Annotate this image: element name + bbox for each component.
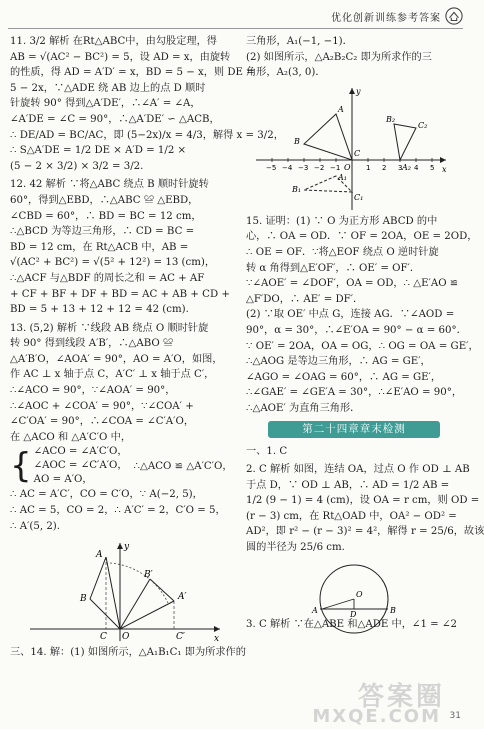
brace: { xyxy=(10,446,32,487)
fig14-label-x: x xyxy=(442,164,447,174)
fig14-label-B1: B₁ xyxy=(292,184,302,194)
tick-x: −5 xyxy=(266,163,277,172)
answer-12-line: BD = 5 + 13 + 12 + 12 = 42 (cm). xyxy=(10,304,189,316)
fig2-label-O: O xyxy=(356,589,363,599)
answer-13-line: ∴ AC = A′C′，CO = C′O，∵ A(−2, 5)， xyxy=(10,489,203,501)
answer-1-line: 一、1. C xyxy=(246,445,288,457)
answer-13-line: 在 △ACO 和 △A′C′O 中， xyxy=(10,431,132,443)
answer-12-line: 60°，得到△EBD，∴△ABC ≌ △EBD， xyxy=(10,194,199,206)
fig14-label-C2: C₂ xyxy=(418,120,428,130)
answer-14-start xyxy=(10,645,246,661)
header-divider xyxy=(8,28,463,29)
tick-x: −3 xyxy=(298,163,309,172)
answer-12-line: BD = 12 cm，在 Rt△ACB 中，AB = xyxy=(10,241,189,253)
answer-11-line: 5 − 2x，∵△ADE 绕 AB 边上的点 D 顺时 xyxy=(10,82,206,94)
label-x: x xyxy=(214,634,220,645)
answer-2-line: 于点 D，∵ OD ⊥ AB，∴ AD = 1/2 AB = xyxy=(246,479,450,491)
label-B: B xyxy=(80,594,87,605)
answer-15-line: △F′DO，∴ AE′ = DF′． xyxy=(246,293,364,305)
answer-12-line: + CF + BF + DF + BD = AC + AB + CD + xyxy=(10,288,230,300)
answer-14-line: 角形，A₂(3, 0)． xyxy=(246,67,326,79)
fig14-label-C: C xyxy=(354,148,361,158)
answer-13-line: 作 AC ⊥ x 轴于点 C，A′C′ ⊥ x 轴于点 C′， xyxy=(10,369,215,381)
answer-15-line: (2) ∵取 OE′ 中点 G，连接 AG．∵∠AOD = xyxy=(246,309,455,321)
answer-15-line: ∴△AOE′ 为直角三角形． xyxy=(246,402,361,414)
answer-11-line: 针旋转 90° 得到△A′DE′，∴∠A′ = ∠A， xyxy=(10,98,201,110)
answer-2-line: (r − 3) cm，在 Rt△OAD 中，OA² − OD² = xyxy=(246,510,457,522)
label-A: A xyxy=(96,550,103,561)
answer-11-line: AB = √(AC² − BC²) = 5，设 AD = x，由旋转 xyxy=(10,51,231,63)
label-C-prime: C′ xyxy=(176,632,185,643)
tick-x: 2 xyxy=(382,163,387,172)
answer-15-line: ∴∠GAE′ = ∠GE′A = 30°，∴∠E′AO = 90°， xyxy=(246,387,463,399)
system-conclusion: ∴△ACO ≌ △A′C′O， xyxy=(133,460,233,472)
answer-13 xyxy=(10,321,235,535)
answer-14-line: 三、14. 解：(1) 如图所示，△A₁B₁C₁ 即为所求作的 xyxy=(10,647,246,659)
answer-13-line: ∴∠ACO = 90°，∵∠AOA′ = 90°， xyxy=(10,385,176,397)
watermark-logo: 答案圈 xyxy=(357,682,445,712)
right-column xyxy=(246,34,484,635)
fig14-label-A1: A₁ xyxy=(338,172,347,182)
answer-13-line: 13. (5,2) 解析 ∵线段 AB 绕点 O 顺时针旋 xyxy=(10,322,209,334)
answer-14-cont xyxy=(246,34,460,81)
answer-12-line: √(AC² + BC²) = √(5² + 12²) = 13 (cm)， xyxy=(10,257,216,269)
answer-11-line: ∠A′DE = ∠C = 90°，∴△A′DE′ ∽ △ACB， xyxy=(10,113,220,125)
fig2-label-D: D xyxy=(350,609,357,619)
answer-15 xyxy=(246,214,479,417)
fig14-label-A2: A₂ xyxy=(402,162,411,172)
fig2-label-A: A xyxy=(312,605,318,615)
tick-x: −1 xyxy=(330,163,341,172)
header-title: 优化创新训练参考答案 xyxy=(331,12,441,24)
answer-15-line: ∠AGO = ∠OAG = 60°，∴ AG = GE′， xyxy=(246,371,442,383)
answer-11-line: ∴ DE/AD = BC/AC，即 (5−2x)/x = 4/3，解得 x = 3/2， xyxy=(10,129,284,141)
label-B-prime: B′ xyxy=(144,570,153,581)
answer-15-line: ∵∠AOE′ = ∠DOF′，OA = OD，∴ △E′AO ≌ xyxy=(246,278,459,290)
system-line: ∠ACO = ∠A′C′O， xyxy=(33,446,128,458)
watermark-url: MXQE.COM xyxy=(312,706,441,727)
page-header xyxy=(331,6,463,26)
figure-14 xyxy=(246,84,460,214)
answer-14-line: 三角形，A₁(−1, −1)． xyxy=(246,36,353,47)
answer-12-line: ∠CBD = 60°，∴ BD = BC = 12 cm， xyxy=(10,210,202,222)
answer-15-line: 转 α 角得到△E′OF′，∴ OE′ = OF′． xyxy=(246,262,421,274)
answer-3-line: 3. C 解析 ∵在△ABE 和△ADE 中，∠1 = ∠2 xyxy=(246,618,457,630)
fig14-label-y: y xyxy=(356,86,361,96)
answer-12 xyxy=(10,177,235,317)
answer-2-line: AD²，即 r² − (r − 3)² = 4²，解得 r = 25/6，故该 xyxy=(246,526,484,538)
fig14-label-C1: C₁ xyxy=(354,192,364,202)
answer-2-line: 圆的半径为 25/6 cm. xyxy=(246,542,345,554)
answer-2-line: 2. C 解析 如图，连结 OA，过点 O 作 OD ⊥ AB xyxy=(246,464,470,476)
answer-15-line: 90°，α = 30°，∴∠E′OA = 90° − α = 60°． xyxy=(246,324,467,336)
answer-1 xyxy=(246,444,460,460)
tick-x: 4 xyxy=(414,163,419,172)
answer-13-line: ∴∠AOC + ∠COA′ = 90°，∵∠COA′ + xyxy=(10,400,194,412)
answer-13-line: 转 90° 得到线段 A′B′，∴△ABO ≌ xyxy=(10,338,174,350)
label-A-prime: A′ xyxy=(178,592,187,603)
answer-13-line: △A′B′O，∠AOA′ = 90°，AO = A′O，如图， xyxy=(10,353,223,365)
answer-3 xyxy=(246,617,460,633)
tick-x: 1 xyxy=(366,163,371,172)
book-logo-icon xyxy=(445,7,463,25)
answer-15-line: ∴△AOG 是等边三角形，∴ AG = GE′， xyxy=(246,356,431,368)
fig14-label-A: A xyxy=(338,104,344,114)
label-O: O xyxy=(122,632,130,643)
fig14-label-B: B xyxy=(294,136,300,146)
system-line: ∠AOC = ∠C′A′O， xyxy=(33,460,128,472)
tick-x: 5 xyxy=(430,163,435,172)
fig14-label-O: O xyxy=(344,162,351,172)
answer-11 xyxy=(10,34,284,174)
answer-11-line: (5 − 2 × 3/2) × 3/2 = 3/2. xyxy=(10,160,144,172)
answer-11-line: 的性质，得 AD = A′D′ = x，BD = 5 − x，则 DE = xyxy=(10,67,255,79)
equation-system xyxy=(10,445,235,487)
tick-x: −4 xyxy=(282,163,293,172)
tick-x: −2 xyxy=(314,163,325,172)
answer-11-line: 11. 3/2 解析 在Rt△ABC中，由勾股定理，得 xyxy=(10,36,217,47)
tick-x: 3 xyxy=(398,163,403,172)
chapter-banner: 第二十四章章末检测 xyxy=(268,421,440,438)
figure-2 xyxy=(246,559,460,617)
answer-13-line: ∴ A′(5, 2). xyxy=(10,520,61,532)
system-line: AO = A′O， xyxy=(33,474,93,486)
page-number: 31 xyxy=(449,711,461,721)
figure-13 xyxy=(10,537,230,645)
fig2-label-B: B xyxy=(390,605,396,615)
label-y: y xyxy=(124,542,130,553)
answer-12-line: ∴△BCD 为等边三角形，∴ CD = BC = xyxy=(10,226,195,238)
answer-15-line: ∵ OE′ = 2OA，OA = OG，∴ OG = OA = GE′， xyxy=(246,340,479,352)
answer-13-line: ∴ AC = 5，CO = 2，∴ A′C′ = 2，C′O = 5， xyxy=(10,505,226,517)
answer-2 xyxy=(246,462,484,556)
answer-15-line: ∴ OE = OF．∵将△EOF 绕点 O 逆时针旋 xyxy=(246,246,439,258)
answer-15-line: 心，∴ OA = OD．∵ OF = 2OA，OE = 2OD， xyxy=(246,231,478,243)
fig14-label-B2: B₂ xyxy=(386,114,396,124)
answer-14-line: (2) 如图所示，△A₂B₂C₂ 即为所求作的三 xyxy=(246,51,432,63)
answer-12-line: ∴△ACF 与△BDF 的周长之和 = AC + AF xyxy=(10,272,205,284)
answer-15-line: 15. 证明：(1) ∵ O 为正方形 ABCD 的中 xyxy=(246,215,438,227)
answer-12-line: 12. 42 解析 ∵将△ABC 绕点 B 顺时针旋转 xyxy=(10,179,209,191)
answer-11-line: ∴ S△A′DE = 1/2 DE × A′D = 1/2 × xyxy=(10,145,187,157)
answer-2-line: 1/2 (9 − 1) = 4 (cm)，设 OA = r cm，则 OD = xyxy=(246,495,480,507)
label-C: C xyxy=(100,632,107,643)
answer-13-line: ∠C′OA′ = 90°，∴∠COA = ∠C′A′O， xyxy=(10,416,195,428)
